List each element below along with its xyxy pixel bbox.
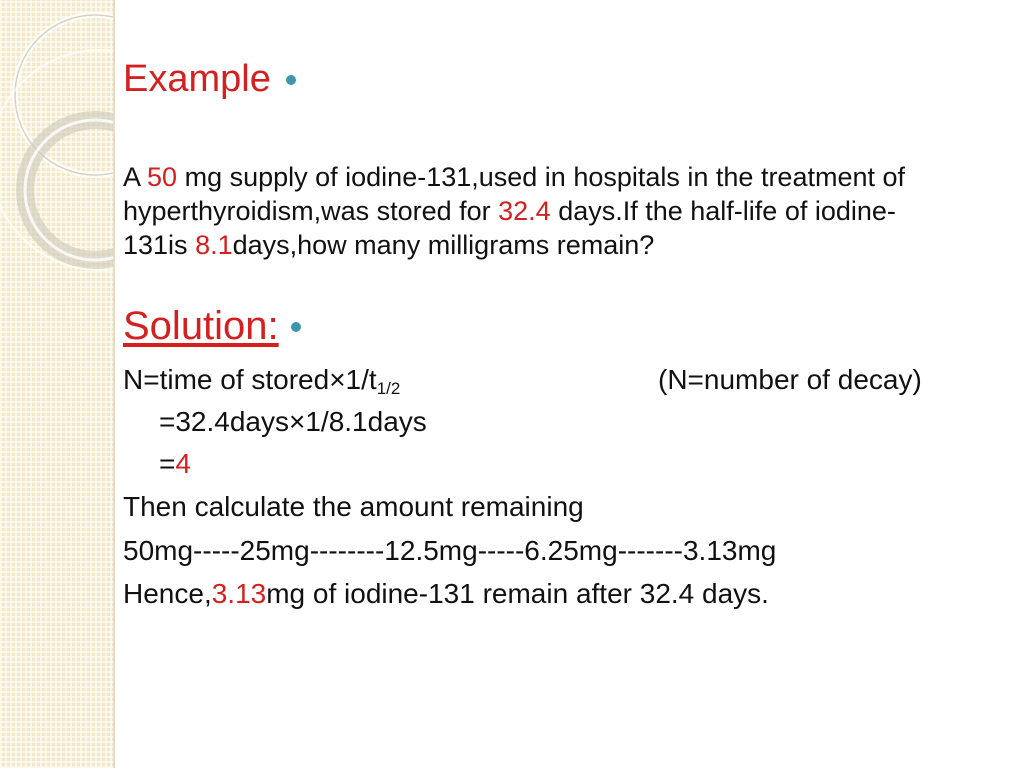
title-bullet-icon (286, 75, 296, 85)
sidebar-rings-decoration (0, 0, 113, 768)
decorative-sidebar (0, 0, 115, 768)
problem-text-4: days,how many milligrams remain? (232, 230, 655, 260)
problem-statement (123, 160, 923, 262)
formula-note: (N=number of decay) (658, 364, 922, 395)
solution-bullet-icon (291, 322, 301, 332)
formula-text: N=time of stored×1/t (123, 364, 377, 395)
then-line: Then calculate the amount remaining (123, 491, 584, 522)
solution-heading-text: Solution: (123, 304, 279, 348)
calculation-step-2 (159, 446, 191, 482)
title-text: Example (123, 58, 271, 100)
formula-line (123, 362, 400, 398)
step2-equals: = (159, 448, 176, 479)
problem-half-life: 8.1 (195, 230, 233, 260)
conclusion-value: 3.13 (211, 578, 267, 609)
formula-subscript: 1/2 (376, 379, 401, 398)
conclusion-suffix: mg of iodine-131 remain after 32.4 days. (266, 578, 769, 609)
problem-text-1: A (123, 162, 148, 192)
problem-time: 32.4 (498, 196, 551, 226)
problem-text-3: days.If the half-life of iodine-131is (123, 196, 896, 260)
conclusion-prefix: Hence, (123, 578, 212, 609)
problem-mass: 50 (147, 162, 178, 192)
calculation-step-1: =32.4days×1/8.1days (159, 406, 427, 437)
decay-sequence: 50mg-----25mg--------12.5mg-----6.25mg-------3.13mg (123, 535, 777, 566)
solution-heading (123, 304, 301, 349)
slide-title (123, 58, 296, 101)
step2-value: 4 (175, 448, 191, 479)
conclusion-line (123, 576, 769, 612)
problem-text-2: mg supply of iodine-131,used in hospitals in the treatment of hyperthyroidism,was stored for (123, 162, 906, 226)
